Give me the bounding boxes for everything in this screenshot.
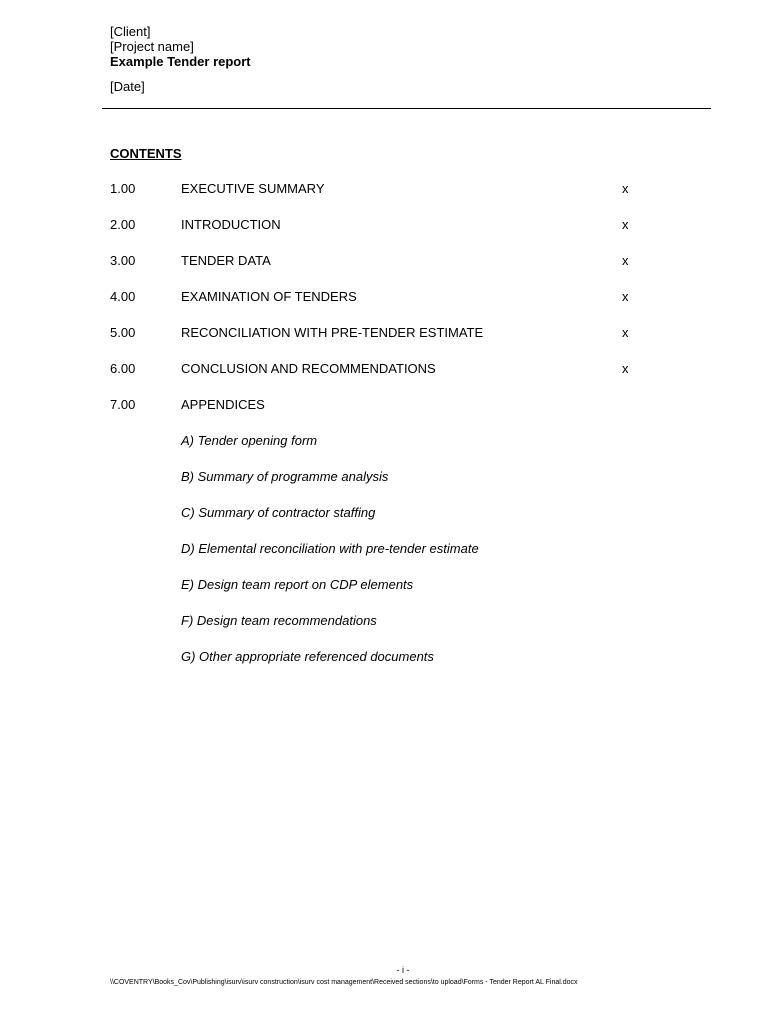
toc-number: 6.00 <box>110 361 136 376</box>
header-divider <box>102 108 711 109</box>
toc-entry-introduction <box>110 217 670 253</box>
appendix-item: B) Summary of programme analysis <box>181 469 389 484</box>
toc-page: x <box>622 217 629 232</box>
toc-title: CONCLUSION AND RECOMMENDATIONS <box>181 361 436 376</box>
toc-entry-examination-of-tenders <box>110 289 670 325</box>
toc-title: EXAMINATION OF TENDERS <box>181 289 357 304</box>
toc-entry-appendices <box>110 397 670 433</box>
toc-title: TENDER DATA <box>181 253 271 268</box>
page-number: - i - <box>396 965 410 975</box>
toc-number: 4.00 <box>110 289 136 304</box>
file-path: \\COVENTRY\Books_Cov\Publishing\isurv\isurv construction\isurv cost management\Received sections\to upload\Forms - Tender Report AL Final.docx <box>110 979 578 986</box>
appendix-item: F) Design team recommendations <box>181 613 377 628</box>
toc-title: APPENDICES <box>181 397 265 412</box>
toc-page: x <box>622 181 629 196</box>
toc-page: x <box>622 361 629 376</box>
toc-page: x <box>622 289 629 304</box>
toc-number: 1.00 <box>110 181 136 196</box>
toc-entry-reconciliation <box>110 325 670 361</box>
toc-entry-executive-summary <box>110 181 670 217</box>
appendix-item: E) Design team report on CDP elements <box>181 577 414 592</box>
table-of-contents <box>110 181 670 433</box>
toc-number: 7.00 <box>110 397 136 412</box>
contents-heading: CONTENTS <box>110 146 182 161</box>
appendix-item: G) Other appropriate referenced documents <box>181 649 434 664</box>
toc-page: x <box>622 253 629 268</box>
appendix-item: D) Elemental reconciliation with pre-tender estimate <box>181 541 479 556</box>
report-title: Example Tender report <box>110 54 251 69</box>
date-placeholder: [Date] <box>110 79 145 94</box>
document-header <box>110 24 251 69</box>
toc-number: 3.00 <box>110 253 136 268</box>
toc-title: EXECUTIVE SUMMARY <box>181 181 325 196</box>
appendix-list <box>181 433 681 685</box>
toc-number: 2.00 <box>110 217 136 232</box>
toc-entry-tender-data <box>110 253 670 289</box>
appendix-item: A) Tender opening form <box>181 433 318 448</box>
appendix-item: C) Summary of contractor staffing <box>181 505 376 520</box>
client-placeholder: [Client] <box>110 24 151 39</box>
toc-page: x <box>622 325 629 340</box>
toc-entry-conclusion <box>110 361 670 397</box>
project-name-placeholder: [Project name] <box>110 39 194 54</box>
toc-number: 5.00 <box>110 325 136 340</box>
toc-title: INTRODUCTION <box>181 217 281 232</box>
toc-title: RECONCILIATION WITH PRE-TENDER ESTIMATE <box>181 325 484 340</box>
